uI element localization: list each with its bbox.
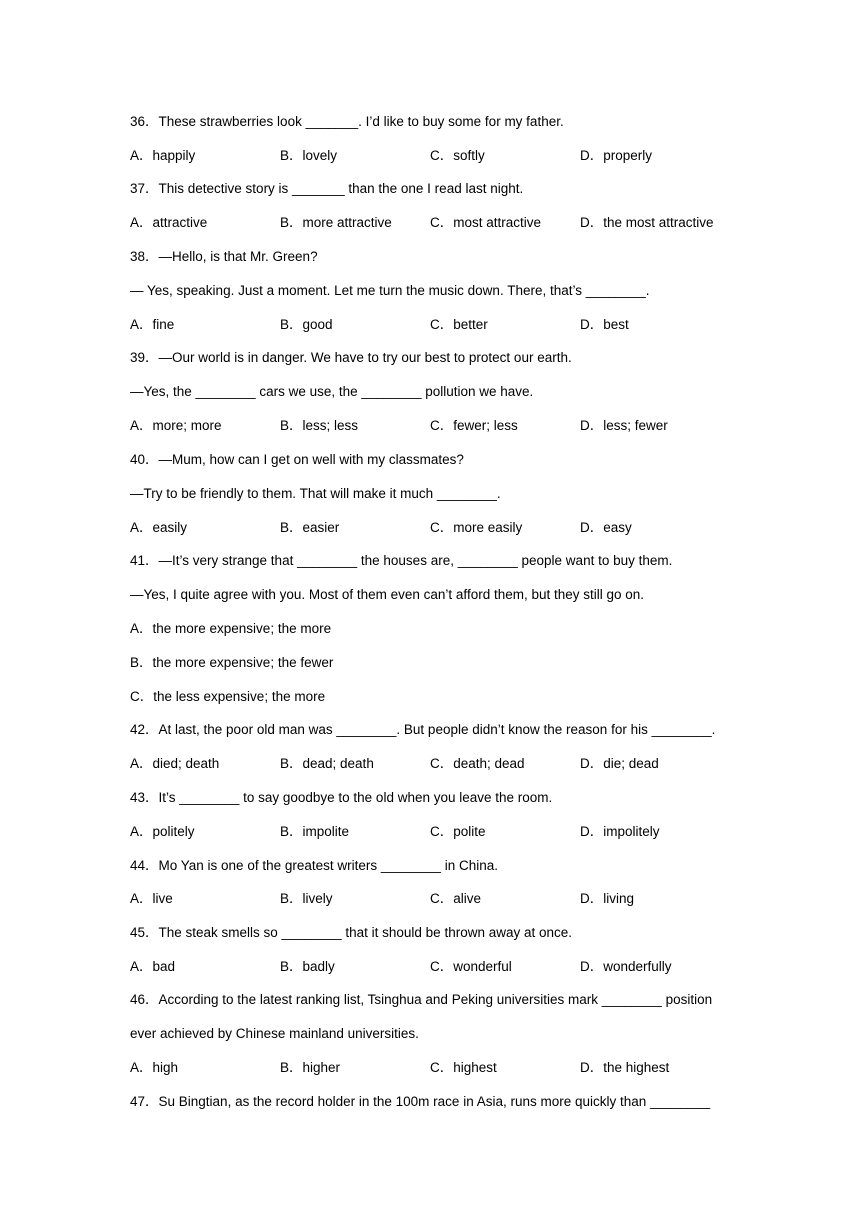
question-39-stem: 39．—Our world is in danger. We have to try our best to protect our earth.	[130, 350, 572, 365]
question-47-stem: 47．Su Bingtian, as the record holder in the 100m race in Asia, runs more quickly than ________	[130, 1094, 711, 1109]
question-40-stem-2: —Try to be friendly to them. That will make it much ________.	[130, 486, 501, 501]
option-d: D．properly	[580, 148, 653, 163]
question-42-stem: 42．At last, the poor old man was ________. But people didn’t know the reason for his ________.	[130, 722, 716, 737]
question-41-option-c: C．the less expensive; the more	[130, 689, 326, 704]
option-b: B．more attractive	[280, 215, 392, 230]
option-a: A．fine	[130, 317, 175, 332]
question-46-stem-2: ever achieved by Chinese mainland universities.	[130, 1026, 419, 1041]
option-d: D．less; fewer	[580, 418, 668, 433]
option-b: B．good	[280, 317, 333, 332]
option-a: A．easily	[130, 520, 188, 535]
question-39-options	[130, 418, 750, 434]
option-a: A．attractive	[130, 215, 208, 230]
question-38-stem: 38．—Hello, is that Mr. Green?	[130, 249, 318, 264]
option-c: C．most attractive	[430, 215, 542, 230]
question-37-options	[130, 215, 750, 231]
option-c: C．softly	[430, 148, 485, 163]
option-b: B．badly	[280, 959, 335, 974]
question-46-stem: 46．According to the latest ranking list, Tsinghua and Peking universities mark ________ position	[130, 992, 713, 1007]
option-a: A．politely	[130, 824, 195, 839]
option-d: D．living	[580, 891, 635, 906]
option-c: C．highest	[430, 1060, 497, 1075]
option-b: B．lovely	[280, 148, 338, 163]
option-d: D．best	[580, 317, 629, 332]
option-d: D．die; dead	[580, 756, 659, 771]
option-d: D．impolitely	[580, 824, 660, 839]
option-b: B．easier	[280, 520, 340, 535]
option-b: B．higher	[280, 1060, 341, 1075]
question-40-options	[130, 520, 750, 536]
option-b: B．less; less	[280, 418, 359, 433]
option-b: B．dead; death	[280, 756, 374, 771]
option-d: D．the most attractive	[580, 215, 714, 230]
question-44-options	[130, 891, 750, 907]
option-c: C．alive	[430, 891, 482, 906]
option-c: C．better	[430, 317, 488, 332]
option-c: C．polite	[430, 824, 486, 839]
question-44-stem: 44．Mo Yan is one of the greatest writers ________ in China.	[130, 858, 498, 873]
question-37-stem: 37．This detective story is _______ than the one I read last night.	[130, 181, 524, 196]
question-41-stem: 41．—It’s very strange that ________ the houses are, ________ people want to buy them.	[130, 553, 673, 568]
question-39-stem-2: —Yes, the ________ cars we use, the ________ pollution we have.	[130, 384, 534, 399]
option-c: C．fewer; less	[430, 418, 518, 433]
option-d: D．wonderfully	[580, 959, 672, 974]
option-a: A．high	[130, 1060, 179, 1075]
option-d: D．the highest	[580, 1060, 670, 1075]
question-46-options	[130, 1060, 750, 1076]
question-41-option-b: B．the more expensive; the fewer	[130, 655, 334, 670]
option-d: D．easy	[580, 520, 632, 535]
question-43-options	[130, 824, 750, 840]
question-38-options	[130, 317, 750, 333]
question-43-stem: 43．It’s ________ to say goodbye to the old when you leave the room.	[130, 790, 553, 805]
question-38-stem-2: — Yes, speaking. Just a moment. Let me turn the music down. There, that’s ________.	[130, 283, 650, 298]
option-b: B．lively	[280, 891, 333, 906]
question-41-stem-2: —Yes, I quite agree with you. Most of them even can’t afford them, but they still go on.	[130, 587, 645, 602]
option-b: B．impolite	[280, 824, 350, 839]
question-36-options	[130, 148, 750, 164]
option-c: C．death; dead	[430, 756, 525, 771]
option-a: A．died; death	[130, 756, 220, 771]
option-a: A．live	[130, 891, 173, 906]
option-a: A．bad	[130, 959, 176, 974]
question-45-stem: 45．The steak smells so ________ that it should be thrown away at once.	[130, 925, 573, 940]
question-36-stem: 36．These strawberries look _______. I’d like to buy some for my father.	[130, 114, 564, 129]
question-45-options	[130, 959, 750, 975]
option-a: A．happily	[130, 148, 196, 163]
option-c: C．wonderful	[430, 959, 512, 974]
question-40-stem: 40．—Mum, how can I get on well with my classmates?	[130, 452, 464, 467]
option-a: A．more; more	[130, 418, 222, 433]
question-41-option-a: A．the more expensive; the more	[130, 621, 332, 636]
question-42-options	[130, 756, 750, 772]
option-c: C．more easily	[430, 520, 523, 535]
